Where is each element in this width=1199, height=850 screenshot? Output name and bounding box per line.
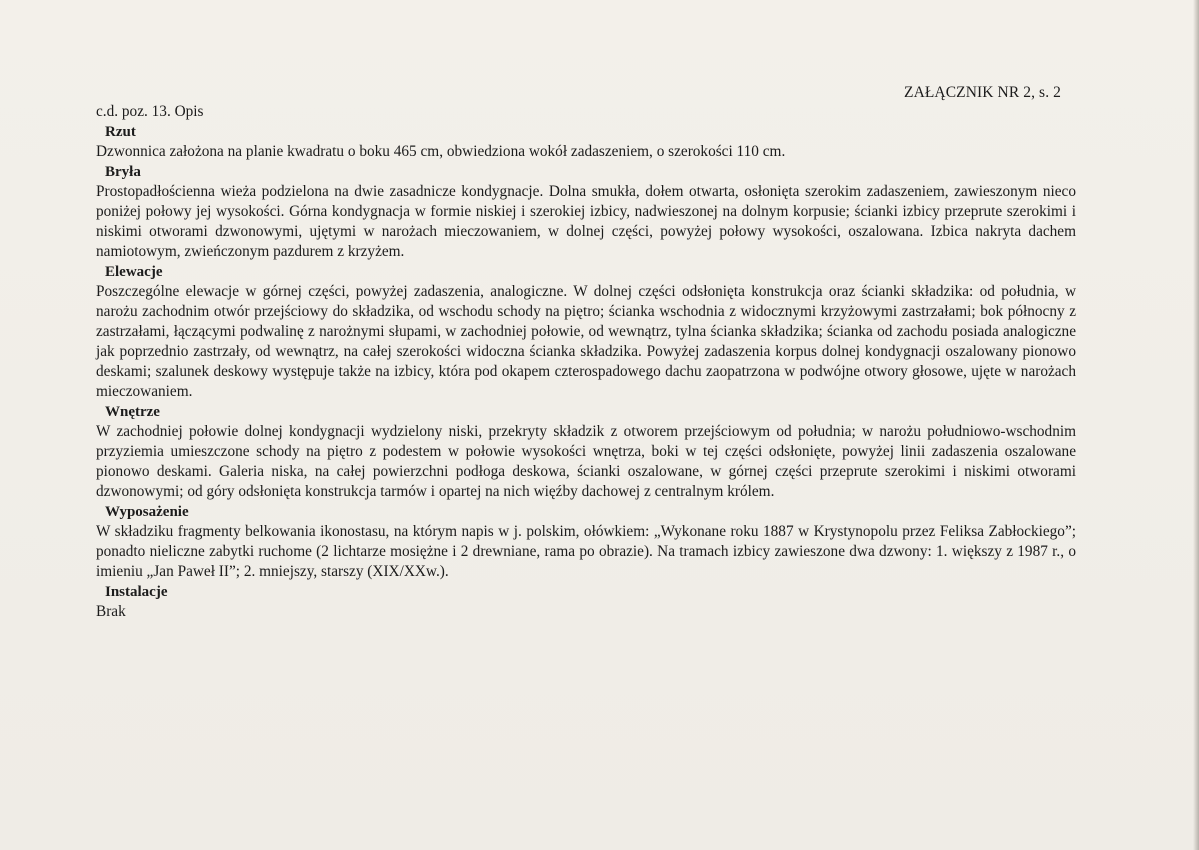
section-body-wnetrze: W zachodniej połowie dolnej kondygnacji wydzielony niski, przekryty składzik z otworem przejściowym od południa; w narożu południowo-wschodnim przyziemia umieszczone schody na piętro z podestem w połowie wysokości wnętrza, boki w tej części odsłonięte, powyżej linii zadaszenia oszalowane pionowo deskami. Galeria niska, na całej powierzchni podłoga deskowa, ścianki oszalowane, w górnej części przeprute szerokimi i niskimi otworami dzwonowymi; od góry odsłonięta konstrukcja tarmów i opartej na nich więźby dachowej z centralnym królem. <box>96 423 1076 500</box>
document-content <box>96 102 1076 622</box>
section-body-wyposazenie: W składziku fragmenty belkowania ikonostasu, na którym napis w j. polskim, ołówkiem: „Wykonane roku 1887 w Krystynopolu przez Feliksa Zabłockiego”; ponadto nieliczne zabytki ruchome (2 lichtarze mosiężne i 2 drewniane, rama po obrazie). Na tramach izbicy zawieszone dwa dzwony: 1. większy z 1987 r., o imieniu „Jan Paweł II”; 2. mniejszy, starszy (XIX/XXw.). <box>96 523 1076 580</box>
section-heading-bryla: Bryła <box>105 164 141 180</box>
section-heading-elewacje: Elewacje <box>105 264 163 280</box>
page-edge-shadow <box>1193 0 1199 850</box>
section-body-elewacje: Poszczególne elewacje w górnej części, powyżej zadaszenia, analogiczne. W dolnej części odsłonięta konstrukcja oraz ścianki składzika: od południa, w narożu zachodnim otwór przejściowy do składzika, od wschodu schody na piętro; ścianka wschodnia z widocznymi krzyżowymi zastrzałami; bok północny z zastrzałami, łączącymi podwalinę z narożnymi słupami, w zachodniej połowie, od wewnątrz, tylna ścianka składzika; ścianka od zachodu posiada analogiczne jak poprzednio zastrzały, od wewnątrz, na całej szerokości widoczna ścianka składzika. Powyżej zadaszenia korpus dolnej kondygnacji oszalowany pionowo deskami; szalunek deskowy występuje także na izbicy, która pod okapem czterospadowego dachu zaopatrzona w podwójne otwory głosowe, ujęte w narożach mieczowaniem. <box>96 283 1076 400</box>
attachment-label: ZAŁĄCZNIK NR 2, s. 2 <box>904 84 1061 101</box>
section-heading-instalacje: Instalacje <box>105 584 168 600</box>
document-subtitle: c.d. poz. 13. Opis <box>96 103 204 120</box>
section-body-instalacje: Brak <box>96 603 126 620</box>
section-heading-wyposazenie: Wyposażenie <box>105 504 189 520</box>
section-heading-wnetrze: Wnętrze <box>105 404 160 420</box>
section-body-bryla: Prostopadłościenna wieża podzielona na dwie zasadnicze kondygnacje. Dolna smukła, dołem otwarta, osłonięta szerokim zadaszeniem, zawieszonym nieco poniżej połowy jej wysokości. Górna kondygnacja w formie niskiej i szerokiej izbicy, nadwieszonej na dolnym korpusie; ścianki izbicy przeprute szerokimi i niskimi otworami dzwonowymi, ujętymi w narożach mieczowaniem, w dolnej części, powyżej połowy wysokości, oszalowana. Izbica nakryta dachem namiotowym, zwieńczonym pazdurem z krzyżem. <box>96 183 1076 260</box>
section-heading-rzut: Rzut <box>105 124 136 140</box>
section-body-rzut: Dzwonnica założona na planie kwadratu o boku 465 cm, obwiedziona wokół zadaszeniem, o szerokości 110 cm. <box>96 143 786 160</box>
